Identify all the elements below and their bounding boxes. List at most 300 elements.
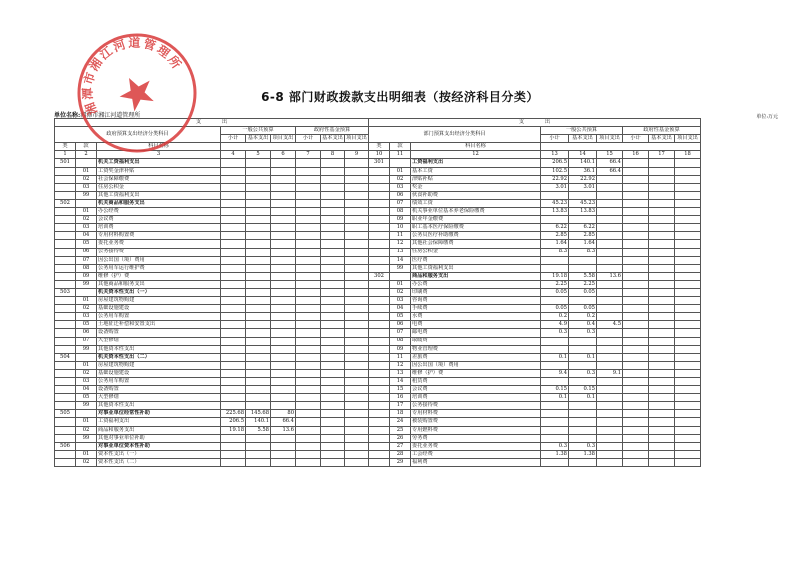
- cell-fund-basic: [321, 232, 345, 240]
- cell-fund-basic: [321, 216, 345, 224]
- cell-project: [271, 248, 296, 256]
- cell-kuan: [76, 353, 97, 361]
- cell-fund-basic: [321, 337, 345, 345]
- cell-fund-total: [296, 353, 321, 361]
- cell-fund-total: [623, 272, 649, 280]
- table-row: [55, 199, 369, 207]
- cell-basic: [246, 208, 271, 216]
- cell-basic: [246, 175, 271, 183]
- col-number: 12: [411, 151, 541, 159]
- cell-lei: [55, 167, 76, 175]
- cell-kuan: [390, 159, 411, 167]
- cell-fund-basic: [649, 183, 675, 191]
- table-row: [55, 305, 369, 313]
- cell-project: [271, 167, 296, 175]
- cell-fund-total: [296, 191, 321, 199]
- cell-fund-project: [675, 256, 701, 264]
- cell-subject: 职业年金缴费: [411, 216, 541, 224]
- cell-project: [271, 159, 296, 167]
- right-table: [368, 118, 701, 467]
- cell-kuan: 06: [390, 321, 411, 329]
- cell-total: [221, 288, 246, 296]
- cell-total: [221, 232, 246, 240]
- cell-total: [541, 191, 569, 199]
- table-row: [369, 280, 701, 288]
- col-number: 2: [76, 151, 97, 159]
- cell-kuan: 17: [390, 402, 411, 410]
- cell-project: [597, 386, 623, 394]
- cell-fund-basic: [321, 394, 345, 402]
- cell-fund-total: [623, 216, 649, 224]
- cell-subject: 机关工资福利支出: [97, 159, 221, 167]
- cell-fund-project: [345, 410, 369, 418]
- cell-project: 66.4: [597, 159, 623, 167]
- seal-star-icon: [114, 70, 159, 114]
- table-row: [369, 337, 701, 345]
- cell-basic: [246, 458, 271, 466]
- cell-subject: 会议费: [411, 386, 541, 394]
- cell-project: [271, 232, 296, 240]
- header-fund: 政府性基金预算: [623, 127, 701, 135]
- cell-fund-total: [623, 410, 649, 418]
- table-row: [55, 402, 369, 410]
- table-row: [55, 418, 369, 426]
- cell-total: 9.4: [541, 369, 569, 377]
- page-title: 6-8 部门财政拨款支出明细表（按经济科目分类）: [261, 90, 539, 104]
- table-row: [55, 297, 369, 305]
- cell-total: 0.1: [541, 353, 569, 361]
- cell-fund-total: [623, 280, 649, 288]
- cell-fund-total: [296, 167, 321, 175]
- cell-subject: 专用材料购置费: [97, 232, 221, 240]
- cell-project: [597, 280, 623, 288]
- table-row: [369, 216, 701, 224]
- cell-subject: 差旅费: [411, 353, 541, 361]
- cell-basic: [246, 402, 271, 410]
- cell-lei: [369, 232, 390, 240]
- cell-fund-basic: [321, 386, 345, 394]
- cell-kuan: 05: [76, 240, 97, 248]
- cell-basic: 140.1: [569, 159, 597, 167]
- cell-project: [597, 288, 623, 296]
- cell-basic: 5.58: [569, 272, 597, 280]
- cell-total: [221, 450, 246, 458]
- cell-fund-project: [675, 369, 701, 377]
- cell-fund-project: [675, 288, 701, 296]
- cell-fund-basic: [321, 313, 345, 321]
- cell-kuan: 01: [76, 361, 97, 369]
- cell-subject: 公务员医疗补助缴费: [411, 232, 541, 240]
- cell-fund-project: [675, 240, 701, 248]
- cell-lei: [55, 224, 76, 232]
- cell-fund-project: [345, 216, 369, 224]
- cell-basic: [246, 232, 271, 240]
- cell-basic: [246, 216, 271, 224]
- table-row: [55, 280, 369, 288]
- cell-total: [541, 410, 569, 418]
- table-row: [55, 394, 369, 402]
- cell-total: [541, 458, 569, 466]
- cell-subject: 委托业务费: [97, 240, 221, 248]
- cell-fund-total: [623, 394, 649, 402]
- table-row: [55, 264, 369, 272]
- cell-basic: 0.3: [569, 369, 597, 377]
- table-row: [55, 426, 369, 434]
- cell-fund-basic: [321, 353, 345, 361]
- cell-lei: 506: [55, 442, 76, 450]
- cell-fund-project: [675, 305, 701, 313]
- cell-total: [221, 224, 246, 232]
- cell-basic: [246, 240, 271, 248]
- cell-basic: 0.1: [569, 353, 597, 361]
- table-row: [369, 378, 701, 386]
- cell-subject: 职工基本医疗保险缴费: [411, 224, 541, 232]
- header-basic: 基本支出: [322, 135, 343, 142]
- cell-lei: [55, 329, 76, 337]
- cell-basic: 0.05: [569, 305, 597, 313]
- cell-kuan: 01: [76, 167, 97, 175]
- cell-fund-total: [296, 159, 321, 167]
- cell-project: [597, 394, 623, 402]
- cell-total: [221, 248, 246, 256]
- cell-subject: 其他社会保障缴费: [411, 240, 541, 248]
- header-project: 项目支出: [675, 135, 701, 143]
- cell-fund-project: [675, 450, 701, 458]
- cell-lei: [369, 191, 390, 199]
- cell-fund-total: [623, 240, 649, 248]
- header-project: 项目支出: [271, 135, 296, 143]
- cell-kuan: 03: [76, 313, 97, 321]
- cell-project: [597, 337, 623, 345]
- cell-fund-basic: [321, 361, 345, 369]
- cell-subject: 办公经费: [97, 208, 221, 216]
- cell-total: 8.3: [541, 248, 569, 256]
- cell-subject: 社会保障缴费: [97, 175, 221, 183]
- cell-fund-basic: [649, 248, 675, 256]
- cell-lei: 501: [55, 159, 76, 167]
- cell-total: [541, 337, 569, 345]
- cell-basic: [246, 434, 271, 442]
- cell-kuan: 05: [76, 321, 97, 329]
- cell-fund-total: [623, 305, 649, 313]
- cell-total: [221, 208, 246, 216]
- cell-project: [597, 297, 623, 305]
- cell-subject: 公务接待费: [97, 248, 221, 256]
- cell-subject: 物业管理费: [411, 345, 541, 353]
- cell-project: [597, 450, 623, 458]
- cell-basic: 3.01: [569, 183, 597, 191]
- cell-fund-project: [345, 183, 369, 191]
- cell-total: [221, 313, 246, 321]
- cell-fund-project: [345, 313, 369, 321]
- cell-fund-project: [345, 264, 369, 272]
- cell-kuan: 02: [76, 369, 97, 377]
- cell-basic: [246, 224, 271, 232]
- cell-subject: 手续费: [411, 305, 541, 313]
- cell-project: [271, 386, 296, 394]
- cell-fund-basic: [649, 321, 675, 329]
- table-row: [369, 361, 701, 369]
- table-row: [369, 175, 701, 183]
- cell-subject: 绩效工资: [411, 199, 541, 207]
- table-row: [55, 191, 369, 199]
- cell-basic: 0.3: [569, 442, 597, 450]
- cell-fund-basic: [649, 410, 675, 418]
- cell-subject: 咨询费: [411, 297, 541, 305]
- cell-kuan: [76, 442, 97, 450]
- table-row: [369, 232, 701, 240]
- cell-fund-total: [296, 224, 321, 232]
- cell-lei: [369, 402, 390, 410]
- header-right-group: 部门预算支出经济分类科目: [369, 127, 541, 143]
- table-row: [369, 159, 701, 167]
- cell-fund-total: [296, 288, 321, 296]
- cell-total: [221, 458, 246, 466]
- table-row: [55, 345, 369, 353]
- cell-basic: [569, 426, 597, 434]
- col-number: 15: [597, 151, 623, 159]
- cell-lei: [55, 248, 76, 256]
- cell-lei: [369, 175, 390, 183]
- cell-fund-basic: [649, 369, 675, 377]
- cell-fund-total: [623, 256, 649, 264]
- cell-subject: 取暖费: [411, 337, 541, 345]
- cell-basic: [246, 159, 271, 167]
- cell-total: 206.5: [221, 418, 246, 426]
- cell-lei: [369, 264, 390, 272]
- cell-project: [597, 329, 623, 337]
- cell-total: 0.15: [541, 386, 569, 394]
- cell-fund-project: [675, 272, 701, 280]
- cell-kuan: 02: [76, 426, 97, 434]
- cell-fund-project: [345, 361, 369, 369]
- cell-fund-project: [675, 297, 701, 305]
- header-blank: [541, 143, 701, 151]
- cell-fund-total: [623, 264, 649, 272]
- cell-subject: 津贴补贴: [411, 175, 541, 183]
- cell-fund-basic: [649, 272, 675, 280]
- cell-fund-basic: [321, 280, 345, 288]
- cell-fund-project: [675, 418, 701, 426]
- cell-basic: [246, 345, 271, 353]
- table-row: [55, 183, 369, 191]
- cell-project: 66.4: [597, 167, 623, 175]
- header-basic: 基本支出: [569, 135, 597, 143]
- table-row: [369, 345, 701, 353]
- cell-fund-project: [345, 175, 369, 183]
- cell-lei: [369, 394, 390, 402]
- cell-lei: [55, 280, 76, 288]
- cell-lei: [55, 297, 76, 305]
- cell-subject: 被装购置费: [411, 418, 541, 426]
- cell-fund-total: [623, 313, 649, 321]
- cell-fund-basic: [321, 458, 345, 466]
- table-row: [369, 272, 701, 280]
- cell-subject: 商品和服务支出: [97, 426, 221, 434]
- cell-fund-total: [623, 329, 649, 337]
- cell-project: [271, 434, 296, 442]
- cell-lei: [369, 386, 390, 394]
- cell-fund-basic: [649, 232, 675, 240]
- cell-fund-project: [345, 199, 369, 207]
- col-number: 3: [97, 151, 221, 159]
- cell-fund-basic: [649, 345, 675, 353]
- cell-subject: 租赁费: [411, 378, 541, 386]
- cell-lei: [369, 313, 390, 321]
- cell-lei: [369, 216, 390, 224]
- cell-basic: [246, 183, 271, 191]
- cell-basic: 0.05: [569, 288, 597, 296]
- cell-total: 2.85: [541, 232, 569, 240]
- cell-total: [541, 361, 569, 369]
- cell-fund-project: [675, 232, 701, 240]
- cell-lei: [55, 264, 76, 272]
- table-row: [55, 256, 369, 264]
- cell-fund-project: [345, 394, 369, 402]
- cell-kuan: 99: [76, 191, 97, 199]
- cell-fund-basic: [649, 378, 675, 386]
- cell-project: [597, 248, 623, 256]
- cell-kuan: 02: [76, 175, 97, 183]
- cell-total: [541, 264, 569, 272]
- table-row: [55, 434, 369, 442]
- cell-total: 0.1: [541, 394, 569, 402]
- table-row: [55, 224, 369, 232]
- header-basic: 基本支出: [246, 135, 271, 143]
- cell-basic: 1.64: [569, 240, 597, 248]
- cell-project: [271, 361, 296, 369]
- cell-lei: 301: [369, 159, 390, 167]
- cell-fund-basic: [321, 175, 345, 183]
- cell-basic: [569, 418, 597, 426]
- table-row: [369, 434, 701, 442]
- cell-fund-basic: [649, 386, 675, 394]
- cell-fund-total: [296, 321, 321, 329]
- cell-fund-basic: [649, 450, 675, 458]
- cell-project: [597, 256, 623, 264]
- cell-kuan: 04: [76, 386, 97, 394]
- cell-project: [271, 313, 296, 321]
- cell-project: [597, 345, 623, 353]
- cell-fund-project: [675, 426, 701, 434]
- cell-fund-project: [675, 321, 701, 329]
- cell-project: [597, 208, 623, 216]
- cell-project: [271, 321, 296, 329]
- table-row: [55, 410, 369, 418]
- cell-fund-project: [345, 272, 369, 280]
- cell-lei: [369, 288, 390, 296]
- cell-lei: [369, 410, 390, 418]
- cell-basic: [246, 386, 271, 394]
- cell-subject: 设备购置: [97, 329, 221, 337]
- cell-fund-basic: [649, 329, 675, 337]
- cell-fund-basic: [321, 224, 345, 232]
- cell-basic: [569, 191, 597, 199]
- header-kuan: 款: [390, 143, 411, 151]
- cell-fund-total: [623, 378, 649, 386]
- cell-lei: [55, 313, 76, 321]
- cell-subject: 伙食补助费: [411, 191, 541, 199]
- cell-kuan: 13: [390, 369, 411, 377]
- cell-total: [541, 402, 569, 410]
- cell-kuan: 05: [76, 394, 97, 402]
- cell-kuan: 15: [390, 386, 411, 394]
- cell-lei: [55, 418, 76, 426]
- cell-project: [271, 208, 296, 216]
- cell-total: [541, 297, 569, 305]
- cell-fund-basic: [321, 434, 345, 442]
- cell-basic: [246, 191, 271, 199]
- cell-kuan: 99: [76, 280, 97, 288]
- cell-fund-basic: [321, 345, 345, 353]
- cell-fund-basic: [321, 167, 345, 175]
- cell-total: [541, 256, 569, 264]
- cell-kuan: 09: [76, 272, 97, 280]
- cell-total: 0.05: [541, 288, 569, 296]
- table-row: [369, 321, 701, 329]
- cell-kuan: 01: [76, 450, 97, 458]
- cell-fund-project: [675, 402, 701, 410]
- cell-project: [271, 442, 296, 450]
- cell-subject: 房屋建筑物购建: [97, 361, 221, 369]
- cell-fund-project: [345, 353, 369, 361]
- cell-project: [271, 345, 296, 353]
- cell-lei: 504: [55, 353, 76, 361]
- table-row: [55, 288, 369, 296]
- cell-kuan: 16: [390, 394, 411, 402]
- cell-kuan: 99: [76, 345, 97, 353]
- header-kuan: 款: [76, 143, 97, 151]
- cell-fund-total: [623, 191, 649, 199]
- cell-total: 225.68: [221, 410, 246, 418]
- cell-kuan: 01: [390, 280, 411, 288]
- table-row: [55, 159, 369, 167]
- cell-lei: [55, 402, 76, 410]
- cell-project: [271, 353, 296, 361]
- cell-kuan: 02: [76, 305, 97, 313]
- cell-fund-total: [623, 321, 649, 329]
- table-row: [55, 175, 369, 183]
- cell-subject: 基本工资: [411, 167, 541, 175]
- cell-fund-total: [623, 450, 649, 458]
- header-general: 一般公共预算: [221, 127, 296, 135]
- cell-basic: [246, 256, 271, 264]
- cell-fund-basic: [321, 264, 345, 272]
- cell-subject: 房屋建筑物购建: [97, 297, 221, 305]
- unit-name: 湘潭市湘江河道管理所: [80, 112, 141, 119]
- cell-fund-basic: [649, 353, 675, 361]
- cell-total: 19.18: [221, 426, 246, 434]
- cell-kuan: 13: [390, 248, 411, 256]
- cell-subject: 工资福利支出: [411, 159, 541, 167]
- cell-fund-basic: [321, 305, 345, 313]
- table-row: [369, 426, 701, 434]
- cell-fund-total: [296, 458, 321, 466]
- cell-fund-project: [345, 280, 369, 288]
- col-number: 17: [649, 151, 675, 159]
- cell-kuan: 11: [390, 232, 411, 240]
- cell-fund-project: [345, 402, 369, 410]
- cell-fund-basic: [649, 426, 675, 434]
- cell-basic: [246, 442, 271, 450]
- cell-subject: 其他资本性支出: [97, 345, 221, 353]
- cell-fund-total: [623, 442, 649, 450]
- cell-basic: [246, 313, 271, 321]
- cell-subject: 水费: [411, 313, 541, 321]
- cell-lei: [369, 369, 390, 377]
- cell-project: [271, 402, 296, 410]
- cell-fund-basic: [321, 410, 345, 418]
